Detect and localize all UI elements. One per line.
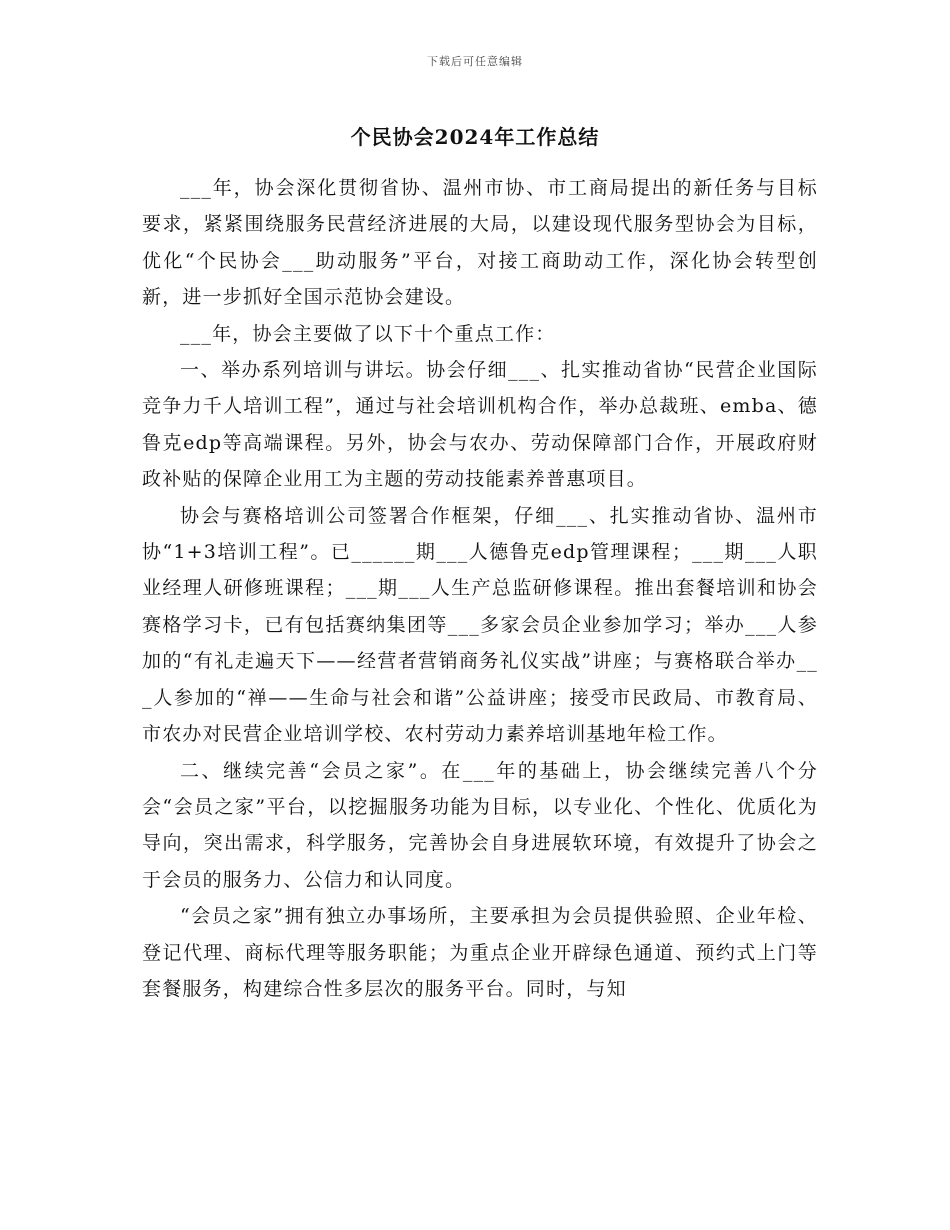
- paragraph-intro: ___年，协会深化贯彻省协、温州市协、市工商局提出的新任务与目标要求，紧紧围绕服务民营经济进展的大局，以建设现代服务型协会为目标，优化“个民协会___助动服务”平台，对接工商助动工作，深化协会转型创新，进一步抓好全国示范协会建设。: [142, 177, 818, 309]
- paragraph-member-home: “会员之家”拥有独立办事场所，主要承担为会员提供验照、企业年检、登记代理、商标代理等服务职能；为重点企业开辟绿色通道、预约式上门等套餐服务，构建综合性多层次的服务平台。同时，与知: [142, 905, 818, 1000]
- paragraph-section-two: 二、继续完善“会员之家”。在___年的基础上，协会继续完善八个分会“会员之家”平台，以挖掘服务功能为目标，以专业化、个性化、优质化为导向，突出需求，科学服务，完善协会自身进展软环境，有效提升了协会之于会员的服务力、公信力和认同度。: [142, 759, 818, 891]
- paragraph-overview: ___年，协会主要做了以下十个重点工作：: [180, 322, 556, 345]
- document-body: [142, 170, 818, 1007]
- header-note: 下载后可任意编辑: [427, 55, 523, 68]
- paragraph-section-one: 一、举办系列培训与讲坛。协会仔细___、扎实推动省协“民营企业国际竞争力千人培训工程”，通过与社会培训机构合作，举办总裁班、emba、德鲁克edp等高端课程。另外，协会与农办、劳动保障部门合作，开展政府财政补贴的保障企业用工为主题的劳动技能素养普惠项目。: [142, 359, 818, 491]
- document-title: 个民协会2024年工作总结: [350, 125, 600, 149]
- paragraph-training-details: 协会与赛格培训公司签署合作框架，仔细___、扎实推动省协、温州市协“1+3培训工程”。已______期___人德鲁克edp管理课程；___期___人职业经理人研修班课程；___期___人生产总监研修课程。推出套餐培训和协会赛格学习卡，已有包括赛纳集团等___多家会员企业参加学习；举办___人参加的“有礼走遍天下——经营者营销商务礼仪实战”讲座；与赛格联合举办___人参加的“禅——生命与社会和谐”公益讲座；接受市民政局、市教育局、市农办对民营企业培训学校、农村劳动力素养培训基地年检工作。: [142, 504, 818, 746]
